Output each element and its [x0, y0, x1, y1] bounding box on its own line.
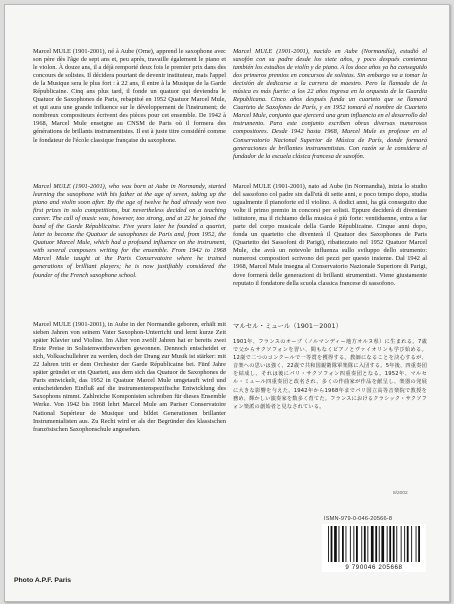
biography-english: Marcel MULE (1901-2001), who was born at Aube in Normandy, started learning the saxophone with his father at the age of seven, taking up the piano and violin soon after. By the age of twelve he had already won two first prizes in solo competitions, but nevertheless decided on a teaching career. The call of music was, however, too strong, and at 22 he joined the band of the Garde Républicaine. Five years later he founded a quartet, later to become the Quatuor de saxophones de Paris and, from 1952, the Quatuor Marcel Mule, which had a profound influence on the instrument, with several composers writing for the ensemble. From 1942 to 1968 Marcel Mule taught at the Paris Conservatoire where he trained generations of brilliant players; he is now justifiably considered the founder of the French saxophone school. — [33, 183, 226, 279]
print-code: 8/2002 — [393, 491, 408, 496]
biography-spanish: Marcel MULE (1901-2001), nacido en Aube (Normandía), estudió el saxofón con su padre desde los siete años, y poco después comienza también los estudios de violín y de piano. A los doce años ya ha conseguido dos primeros premios en concursos de solistas. Sin embargo va a tomar la decisión de dedicarse a la carrera de maestro. Pero la llamada de la música es más fuerte: a los 22 años ingresa en la orquesta de la Guardia Republicana. Cinco años después funda un cuarteto que se llamará Cuarteto de Saxofones de París, y en 1952 tomará el nombre de Cuarteto Marcel Mule, conjunto que ejercerá una gran influencia en el desarrollo del instrumento. Para este conjunto escriben obras diversas numerosos compositores. Desde 1942 hasta 1968, Marcel Mule es profesor en el Conservatorio Nacional Superior de Música de París, donde formará generaciones de brillantes instrumentistas. Con razón se le considera el fundador de la escuela clásica francesa de saxofón. — [233, 48, 427, 160]
barcode — [322, 524, 426, 572]
barcode-number: 9 790046 205668 — [345, 564, 403, 571]
biography-german: Marcel MULE (1901-2001), in Aube in der Normandie geboren, erhält mit sieben Jahren von seinem Vater Saxophon-Unterricht und lernt kurze Zeit später Klavier und Violine. Im Alter von zwölf Jahren hat er bereits zwei Erste Preise in Solistenwettbewerben gewonnen. Dennoch entscheidet er sich, Volksschullehrer zu werden, doch der Drang zur Musik ist stärker: mit 22 Jahren tritt er dem Orchester der Garde Républicaine bei. Fünf Jahre später gründet er ein Quartett, aus dem sich das Quatuor de Saxophones de Paris entwickelt, das 1952 in Quatuor Marcel Mule umgetauft wird und entscheidenden Einfluß auf die instrumentenspezifische Entwicklung des Saxophons nimmt. Zahlreiche Komponisten schreiben für dieses Ensemble Werke. Von 1942 bis 1968 lehrt Marcel Mule am Pariser Conservatoire National Supérieur de Musique und bildet Generationen brillanter Instrumentalisten aus. Zu Recht wird er als der Begründer des klassischen französischen Saxophonschule angesehen. — [33, 321, 226, 433]
biography-french: Marcel MULE (1901-2001), né à Aube (Orne), apprend le saxophone avec son père dès l'âge de sept ans et, peu après, travaille également le piano et le violon. À douze ans, il a déjà remporté deux fois le premier prix dans des concours de solistes. Il décidera pourtant de devenir instituteur, mais l'appel de la Musique sera le plus fort : à 22 ans, il entre à la Musique de la Garde Républicaine. Cinq ans plus tard, il fonde un quatuor qui deviendra le Quatuor de Saxophones de Paris, rebaptisé en 1952 Quatuor Marcel Mule, et qui aura une grande influence sur le développement de l'instrument; de nombreux compositeurs écrivent des pièces pour cet ensemble. De 1942 à 1968, Marcel Mule enseigne au CNSM de Paris où il formera des générations de brillants instrumentistes. Il est à juste titre considéré comme le fondateur de l'école classique française du saxophone. — [33, 48, 226, 144]
biography-japanese-title: マルセル・ミュール（1901－2001） — [233, 322, 342, 330]
biography-japanese: 1901年、フランスのオーブ（ノルマンディー地方オルヌ県）に生まれる。7歳で父からサクソフォンを習い、間もなくピアノとヴァイオリンも学び始める。12歳で二つのコンクールで一等賞を獲得する。教師になることを決心するが、音楽への思いは強く、22歳で共和国親衛隊軍楽隊に入団する。5年後、四重奏団を結成し、それは後にパリ・サクソフォン四重奏団となる。1952年、マルセル・ミュール四重奏団と改名され、多くの作曲家が作品を献呈し、楽器の発展に大きな影響を与えた。1942年から1968年までパリ国立高等音楽院で教授を務め、輝かしい演奏家を数多く育てた。フランスにおけるクラシック・サクソフォン楽派の創始者と見なされている。 — [233, 339, 427, 410]
biography-italian: Marcel MULE (1901-2001), nato ad Aube (in Normandia), inizia lo studio del sassofono col padre sin dall'età di sette anni, e poco tempo dopo, studia ugualmente il pianoforte ed il violino. A dodici anni, ha già conseguito due volte il primo premio in concorsi per solisti. Eppure deciderà di diventare istitutore, ma il richiamo della musica è più forte: ventiduenne, entra a far parte del corpo musicale della Garde Républicaine. Cinque anni dopo, fonda un quartetto che diventerà il Quatuor des Saxophones de Paris (Quartetto dei Sassofoni di Parigi), ribattezzato nel 1952 Quatuor Marcel Mule, che avrà un notevole influenza sullo sviluppo dello strumento: numerosi compositori scrivono dei pezzi per questo insieme. Dal 1942 al 1968, Marcel Mule insegna al Conservatorio Nazionale Superiore di Parigi, dove formerà delle generazioni di brillanti strumentisti. Viene giustamente reputato il fondatore della scuola classica francese di sassofono. — [233, 183, 427, 287]
ismn-number: ISMN-979-0-046-20566-8 — [324, 516, 393, 522]
barcode-bars — [322, 524, 426, 564]
photo-credit: Photo A.P.F. Paris — [14, 577, 72, 584]
